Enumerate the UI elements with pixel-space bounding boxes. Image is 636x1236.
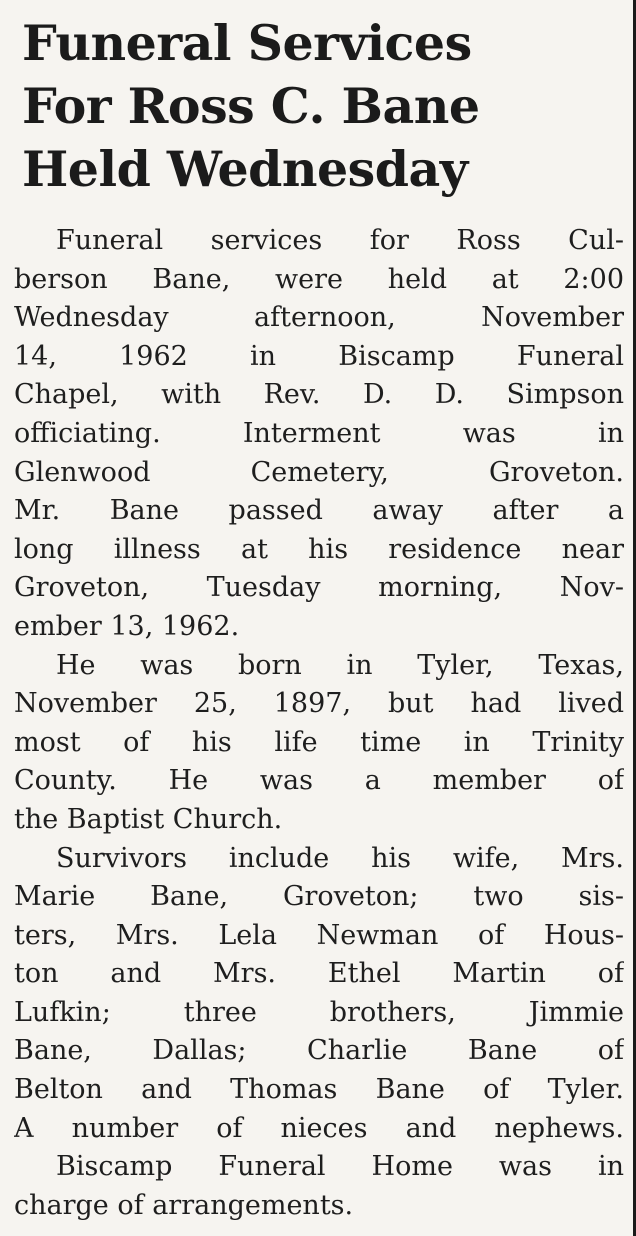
text-line: He was born in Tyler, Texas, <box>56 649 624 681</box>
paragraph-survivors <box>14 840 624 1149</box>
text-line: Mr. Bane passed away after a <box>14 495 624 527</box>
text-line: Belton and Thomas Bane of Tyler. <box>14 1074 624 1106</box>
text-line: Biscamp Funeral Home was in <box>56 1151 624 1183</box>
text-line: Marie Bane, Groveton; two sis- <box>14 881 624 913</box>
text-line: officiating. Interment was in <box>14 417 624 449</box>
text-line: Survivors include his wife, Mrs. <box>56 842 624 874</box>
text-line: Groveton, Tuesday morning, Nov- <box>14 572 624 604</box>
text-line: ton and Mrs. Ethel Martin of <box>14 958 624 990</box>
text-line: Chapel, with Rev. D. D. Simpson <box>14 379 624 411</box>
text-line: most of his life time in Trinity <box>14 726 624 758</box>
text-line: the Baptist Church. <box>14 803 283 835</box>
headline-line: Held Wednesday <box>22 140 468 198</box>
headline <box>22 12 622 201</box>
text-line: ember 13, 1962. <box>14 610 240 642</box>
headline-line: For Ross C. Bane <box>22 77 480 135</box>
text-line: Lufkin; three brothers, Jimmie <box>14 996 624 1028</box>
text-line: November 25, 1897, but had lived <box>14 688 624 720</box>
text-line: Bane, Dallas; Charlie Bane of <box>14 1035 624 1067</box>
text-line: berson Bane, were held at 2:00 <box>14 263 624 295</box>
headline-line: Funeral Services <box>22 14 472 72</box>
text-line: Wednesday afternoon, November <box>14 302 624 334</box>
paragraph-arrangements <box>14 1148 624 1225</box>
text-line: 14, 1962 in Biscamp Funeral <box>14 340 624 372</box>
text-line: ters, Mrs. Lela Newman of Hous- <box>14 919 624 951</box>
text-line: charge of arrangements. <box>14 1189 354 1221</box>
text-line: County. He was a member of <box>14 765 624 797</box>
article-body <box>14 222 624 1225</box>
paragraph-services <box>14 222 624 647</box>
paragraph-birth <box>14 647 624 840</box>
text-line: A number of nieces and nephews. <box>14 1112 624 1144</box>
text-line: Glenwood Cemetery, Groveton. <box>14 456 624 488</box>
text-line: long illness at his residence near <box>14 533 624 565</box>
text-line: Funeral services for Ross Cul- <box>56 225 624 256</box>
